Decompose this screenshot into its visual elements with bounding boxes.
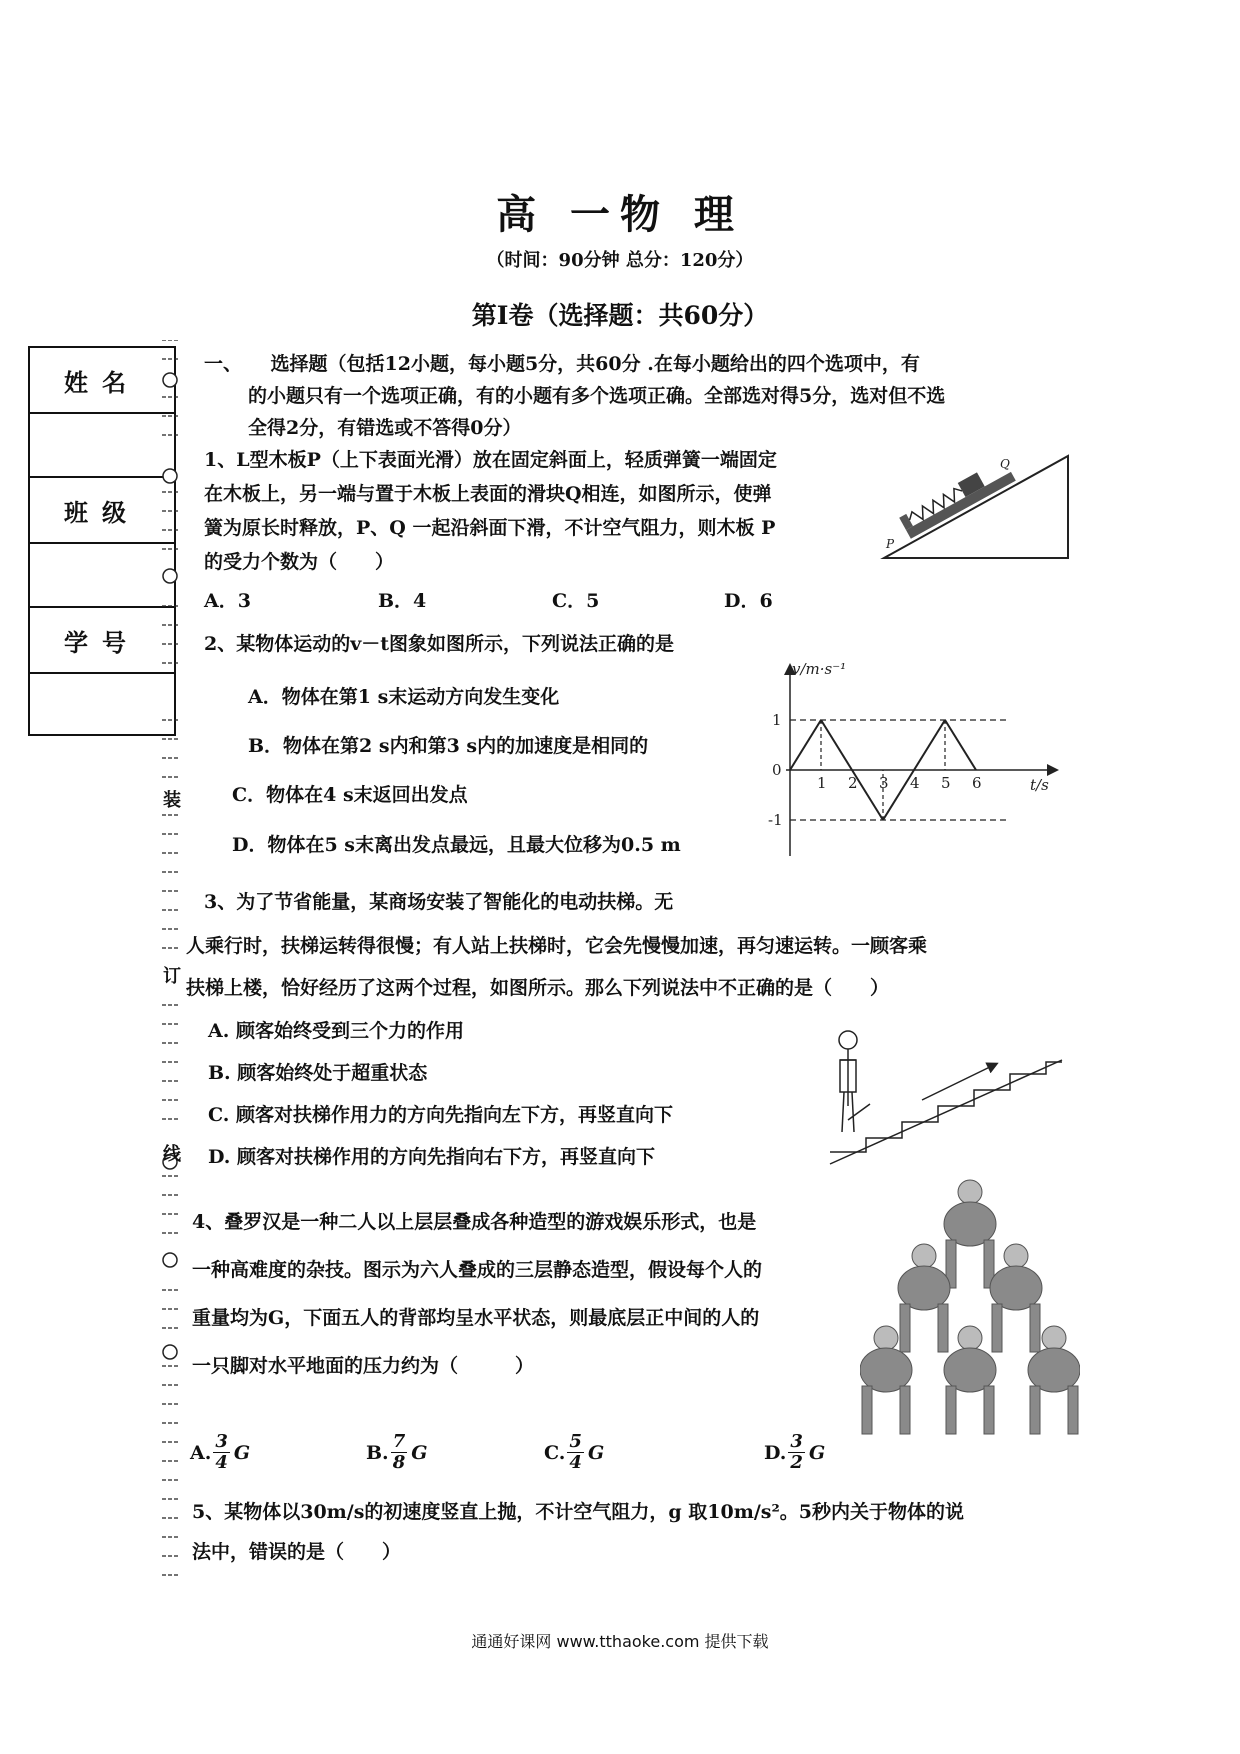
q3-option-c: C. 顾客对扶梯作用力的方向先指向左下方，再竖直向下 [208,1104,674,1126]
q4-option-d-letter: D. [764,1441,787,1464]
acrobat-head [1004,1244,1028,1268]
instructions-line-3: 全得2分，有错选或不答得0分） [248,417,522,439]
q4-option-a-var: G [233,1441,251,1464]
q1-option-a: A．3 [204,590,251,612]
instructions-line-2: 的小题只有一个选项正确，有的小题有多个选项正确。全部选对得5分，选对但不选 [248,385,946,407]
footer-source: 通通好课网 www.tthaoke.com 提供下载 [471,1632,769,1651]
acrobat-leg [1030,1386,1040,1434]
q4-option-d-var: G [808,1441,826,1464]
acrobat-leg [1068,1386,1078,1434]
x-tick-label: 4 [910,774,920,792]
q3-option-d: D. 顾客对扶梯作用的方向先指向右下方，再竖直向下 [208,1146,656,1168]
q4-option-c [544,1432,604,1473]
student-info-box [28,346,176,736]
escalator-figure [826,1020,1066,1170]
q4-option-d-den: 2 [790,1452,803,1473]
y-axis-label: v/m·s⁻¹ [792,660,847,678]
q3-line-3: 扶梯上楼，恰好经历了这两个过程，如图所示。那么下列说法中不正确的是（ ） [186,977,890,999]
q4-line-2: 一种高难度的杂技。图示为六人叠成的三层静态造型，假设每个人的 [192,1259,763,1281]
acrobat-leg [900,1304,910,1352]
acrobat-leg [938,1304,948,1352]
label-p: P [886,537,895,551]
q4-option-b-num: 7 [392,1431,406,1452]
y-tick-label: -1 [768,811,783,829]
q4-line-3: 重量均为G，下面五人的背部均呈水平状态，则最底层正中间的人的 [192,1307,760,1329]
q4-line-1: 4、叠罗汉是一种二人以上层层叠成各种造型的游戏娱乐形式，也是 [192,1211,757,1233]
q4-option-d-num: 3 [790,1431,803,1452]
section-heading: 第Ⅰ卷（选择题：共60分） [471,301,769,330]
q1-option-c: C．5 [552,590,600,612]
acrobat-leg [946,1386,956,1434]
acrobat-body [898,1266,950,1310]
binding-hole [163,469,177,483]
incline-figure [876,446,1076,566]
acrobat-leg [1030,1304,1040,1352]
binding-hole [163,1345,177,1359]
acrobat-head [958,1326,982,1350]
student-id-field[interactable] [30,674,174,736]
q2-stem: 2、某物体运动的v－t图象如图所示，下列说法正确的是 [204,633,675,655]
q1-line-4: 的受力个数为（ ） [204,551,395,573]
y-tick-label: 1 [772,711,782,729]
label-q: Q [1000,457,1010,471]
q4-option-c-var: G [587,1441,605,1464]
q4-option-b-letter: B. [366,1441,389,1464]
binding-mark-zhuang: 装 [163,790,181,811]
q4-option-a-num: 3 [215,1431,228,1452]
x-tick-label: 6 [972,774,982,792]
q2-option-a: A．物体在第1 s末运动方向发生变化 [248,686,560,708]
q2-option-d: D．物体在5 s末离出发点最远，且最大位移为0.5 m [232,834,681,856]
student-id-label: 学号 [30,608,174,674]
vt-chart [760,660,1070,860]
human-pyramid-figure [860,1176,1080,1446]
q4-option-b [366,1432,427,1473]
exam-info: （时间：90分钟 总分：120分） [486,250,754,271]
series-segment [914,720,945,770]
acrobat-leg [900,1386,910,1434]
series-segment [945,720,976,770]
q4-option-a [190,1432,250,1473]
acrobat-leg [992,1304,1002,1352]
acrobat-body [990,1266,1042,1310]
acrobat-head [958,1180,982,1204]
binding-hole [163,569,177,583]
q3-option-b: B. 顾客始终处于超重状态 [208,1062,428,1084]
class-field[interactable] [30,544,174,608]
q1-line-2: 在木板上，另一端与置于木板上表面的滑块Q相连，如图所示，使弹 [204,483,772,505]
q5-line-2: 法中，错误的是（ ） [192,1541,402,1563]
binding-hole [163,1253,177,1267]
page-title: 高 一物 理 [496,191,744,238]
q4-line-4: 一只脚对水平地面的压力约为（ ） [192,1355,535,1377]
acrobat-leg [862,1386,872,1434]
q5-line-1: 5、某物体以30m/s的初速度竖直上抛，不计空气阻力，g 取10m/s²。5秒内关于物体的说 [192,1501,965,1523]
q4-option-c-den: 4 [569,1452,582,1473]
q4-option-b-var: G [411,1441,428,1464]
instructions-line-1: 一、 选择题（包括12小题，每小题5分，共60分 .在每小题给出的四个选项中，有 [204,353,920,375]
q1-line-1: 1、L型木板P（上下表面光滑）放在固定斜面上，轻质弹簧一端固定 [204,449,777,471]
q3-line-1: 3、为了节省能量，某商场安装了智能化的电动扶梯。无 [204,891,674,913]
acrobat-body [860,1348,912,1392]
q4-option-c-num: 5 [569,1431,582,1452]
x-tick-label: 5 [941,774,951,792]
class-label: 班级 [30,478,174,544]
binding-mark-ding: 订 [163,966,181,987]
x-axis-label: t/s [1030,776,1049,794]
acrobat-body [1028,1348,1080,1392]
acrobat-head [912,1244,936,1268]
acrobat-leg [984,1386,994,1434]
x-tick-label: 2 [848,774,858,792]
y-tick-label: 0 [772,761,782,779]
q1-line-3: 簧为原长时释放，P、Q 一起沿斜面下滑，不计空气阻力，则木板 P [204,517,776,539]
acrobat-body [944,1202,996,1246]
q2-option-c: C．物体在4 s末返回出发点 [232,784,468,806]
q3-line-2: 人乘行时，扶梯运转得很慢；有人站上扶梯时，它会先慢慢加速，再匀速运转。一顾客乘 [186,935,928,957]
acrobat-head [1042,1326,1066,1350]
x-tick-label: 3 [879,774,889,792]
x-tick-label: 1 [817,774,827,792]
q4-option-c-letter: C. [544,1441,566,1464]
series-segment [790,720,821,770]
acrobat-body [944,1348,996,1392]
q4-option-d [764,1432,825,1473]
name-label: 姓名 [30,348,174,414]
q4-option-a-den: 4 [215,1452,228,1473]
q4-option-a-letter: A. [190,1441,212,1464]
q3-option-a: A. 顾客始终受到三个力的作用 [208,1020,464,1042]
q4-option-b-den: 8 [392,1452,406,1473]
name-field[interactable] [30,414,174,478]
acrobat-head [874,1326,898,1350]
q1-option-d: D．6 [724,590,773,612]
series-segment [821,720,852,770]
binding-mark-xian: 线 [163,1144,181,1165]
binding-hole [163,373,177,387]
q1-option-b: B．4 [378,590,427,612]
q2-option-b: B．物体在第2 s内和第3 s内的加速度是相同的 [248,735,649,757]
